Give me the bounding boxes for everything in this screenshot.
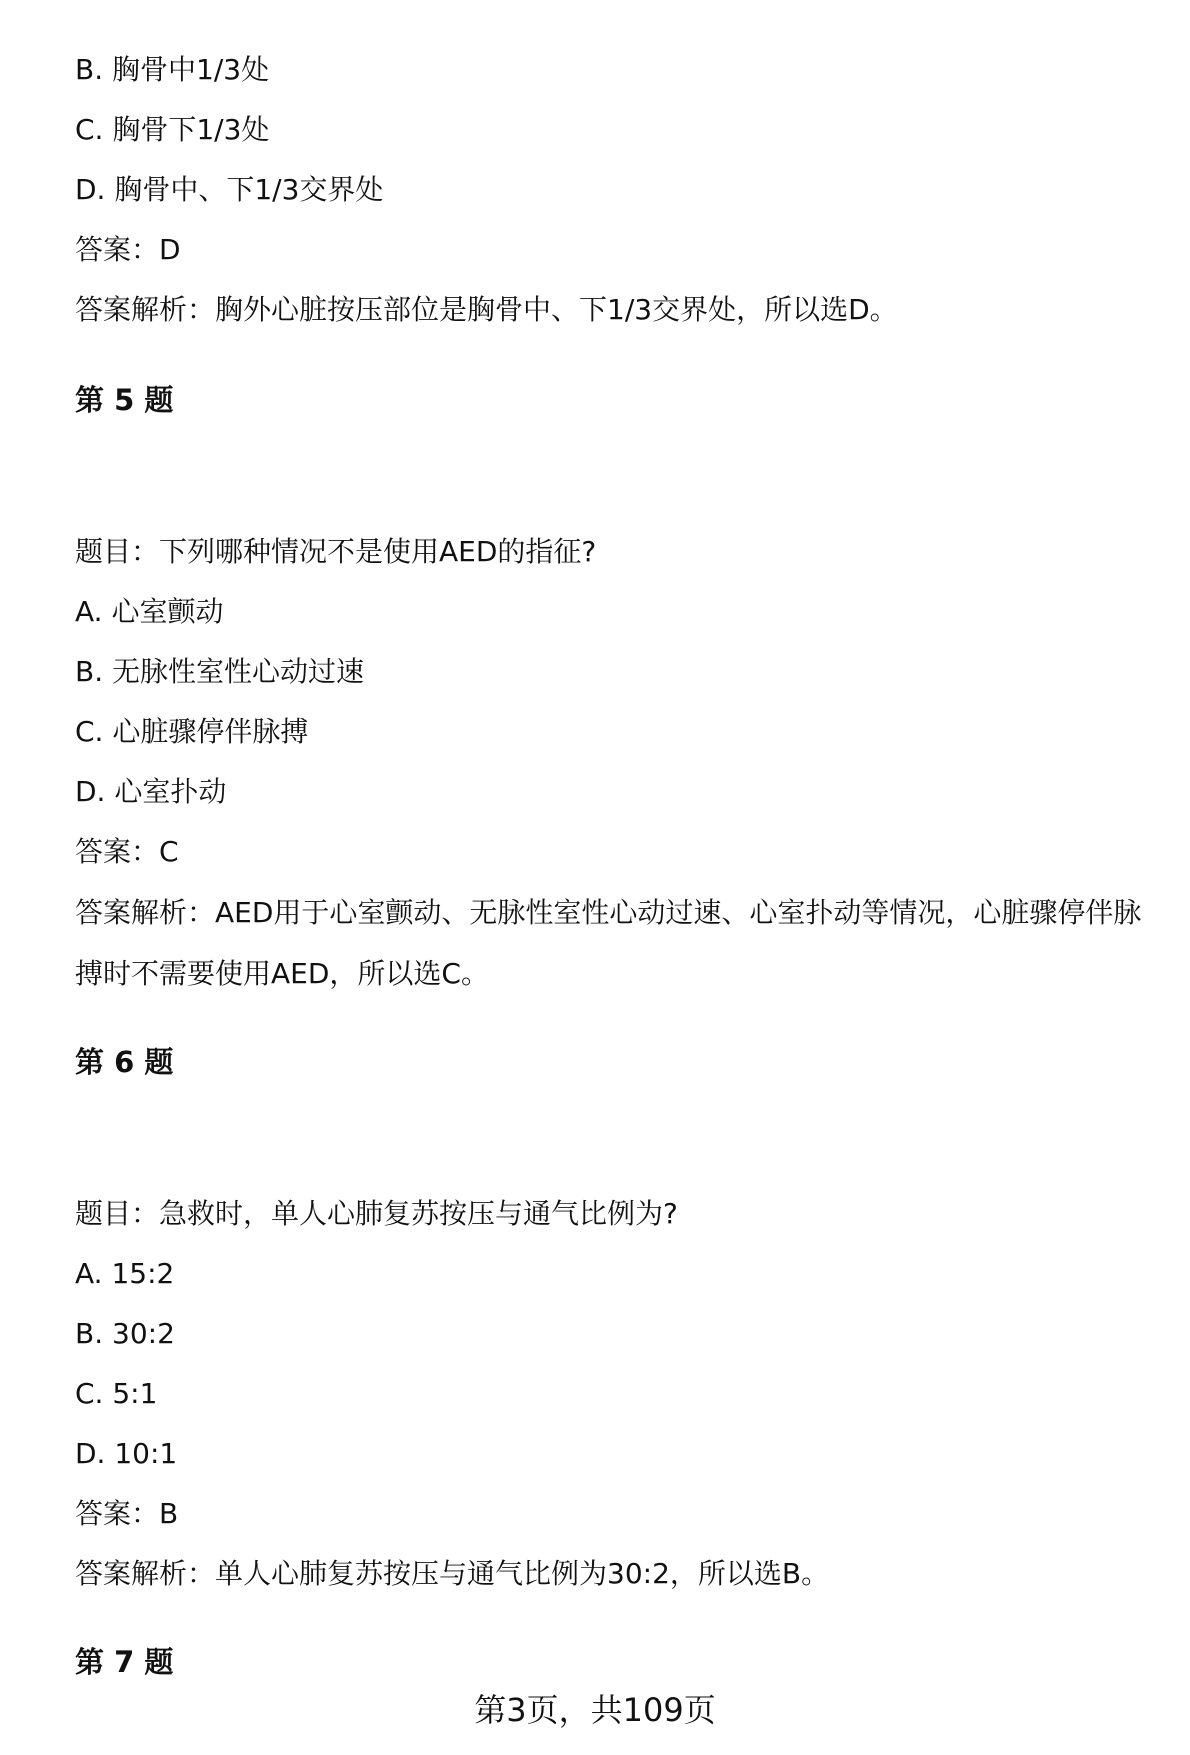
q7-heading: 第 7 题 — [75, 1645, 174, 1679]
q6-answer: 答案：B — [75, 1497, 179, 1530]
q4-answer: 答案：D — [75, 233, 181, 266]
q5-answer: 答案：C — [75, 835, 179, 868]
q5-option-b: B. 无脉性室性心动过速 — [75, 655, 365, 688]
q5-explanation: 答案解析：AED用于心室颤动、无脉性室性心动过速、心室扑动等情况，心脏骤停伴脉搏时不需要使用AED，所以选C。 — [75, 896, 1142, 990]
q6-option-a: A. 15:2 — [75, 1257, 175, 1290]
q4-option-d: D. 胸骨中、下1/3交界处 — [75, 173, 384, 206]
q6-option-c: C. 5:1 — [75, 1377, 158, 1410]
q6-heading: 第 6 题 — [75, 1045, 174, 1079]
q4-explanation: 答案解析：胸外心脏按压部位是胸骨中、下1/3交界处，所以选D。 — [75, 293, 898, 326]
page-number-footer: 第3页，共109页 — [474, 1691, 716, 1729]
q6-question: 题目：急救时，单人心肺复苏按压与通气比例为? — [75, 1197, 678, 1230]
q5-question: 题目：下列哪种情况不是使用AED的指征? — [75, 535, 597, 568]
q5-heading: 第 5 题 — [75, 383, 174, 417]
q4-option-b: B. 胸骨中1/3处 — [75, 53, 270, 86]
q4-option-c: C. 胸骨下1/3处 — [75, 113, 270, 146]
q6-option-b: B. 30:2 — [75, 1317, 175, 1350]
q6-explanation: 答案解析：单人心肺复苏按压与通气比例为30:2，所以选B。 — [75, 1557, 830, 1590]
q6-option-d: D. 10:1 — [75, 1437, 178, 1470]
q5-option-c: C. 心脏骤停伴脉搏 — [75, 715, 309, 748]
q5-option-a: A. 心室颤动 — [75, 595, 224, 628]
q5-option-d: D. 心室扑动 — [75, 775, 227, 808]
